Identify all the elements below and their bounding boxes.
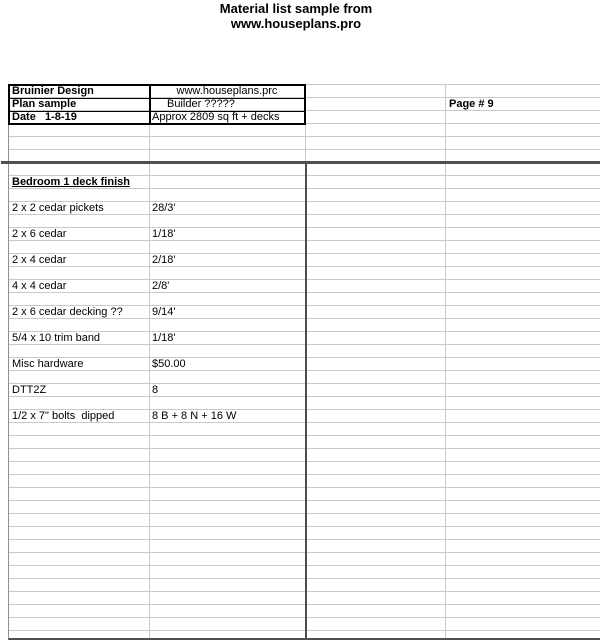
section-heading: Bedroom 1 deck finish: [12, 176, 130, 188]
cell-plan-sample: Plan sample: [12, 98, 77, 110]
item-name: DTT2Z: [12, 384, 47, 396]
cell-website: www.houseplans.prc: [176, 85, 278, 97]
cell-page-number: Page # 9: [449, 98, 494, 110]
spreadsheet-grid: [8, 84, 600, 640]
item-qty: 2/18': [152, 254, 176, 266]
cell-date: Date 1-8-19: [12, 111, 77, 123]
item-qty: 8: [152, 384, 159, 396]
item-qty: 1/18': [152, 332, 176, 344]
item-qty: 9/14': [152, 306, 176, 318]
cell-company-name: Bruinier Design: [12, 85, 94, 97]
item-qty: 28/3': [152, 202, 176, 214]
cell-sqft: Approx 2809 sq ft + decks: [152, 111, 280, 123]
item-name: Misc hardware: [12, 358, 84, 370]
item-name: 2 x 2 cedar pickets: [12, 202, 104, 214]
item-name: 2 x 6 cedar: [12, 228, 67, 240]
item-name: 2 x 4 cedar: [12, 254, 67, 266]
item-name: 5/4 x 10 trim band: [12, 332, 101, 344]
cell-builder: Builder ?????: [167, 98, 235, 110]
item-qty: 1/18': [152, 228, 176, 240]
item-name: 4 x 4 cedar: [12, 280, 67, 292]
item-qty: $50.00: [152, 358, 186, 370]
page-title: [0, 1, 592, 31]
item-qty: 2/8': [152, 280, 170, 292]
item-name: 1/2 x 7" bolts dipped: [12, 410, 115, 422]
column-gridline-cd: [445, 85, 446, 638]
item-name: 2 x 6 cedar decking ??: [12, 306, 123, 318]
page-title-line-2: www.houseplans.pro: [230, 16, 362, 31]
page-title-line-1: Material list sample from: [219, 1, 373, 16]
item-qty: 8 B + 8 N + 16 W: [152, 410, 237, 422]
column-gridline-bc-upper: [305, 124, 306, 163]
column-gridline-bc-dark: [305, 163, 307, 638]
thick-separator-line: [1, 161, 600, 164]
